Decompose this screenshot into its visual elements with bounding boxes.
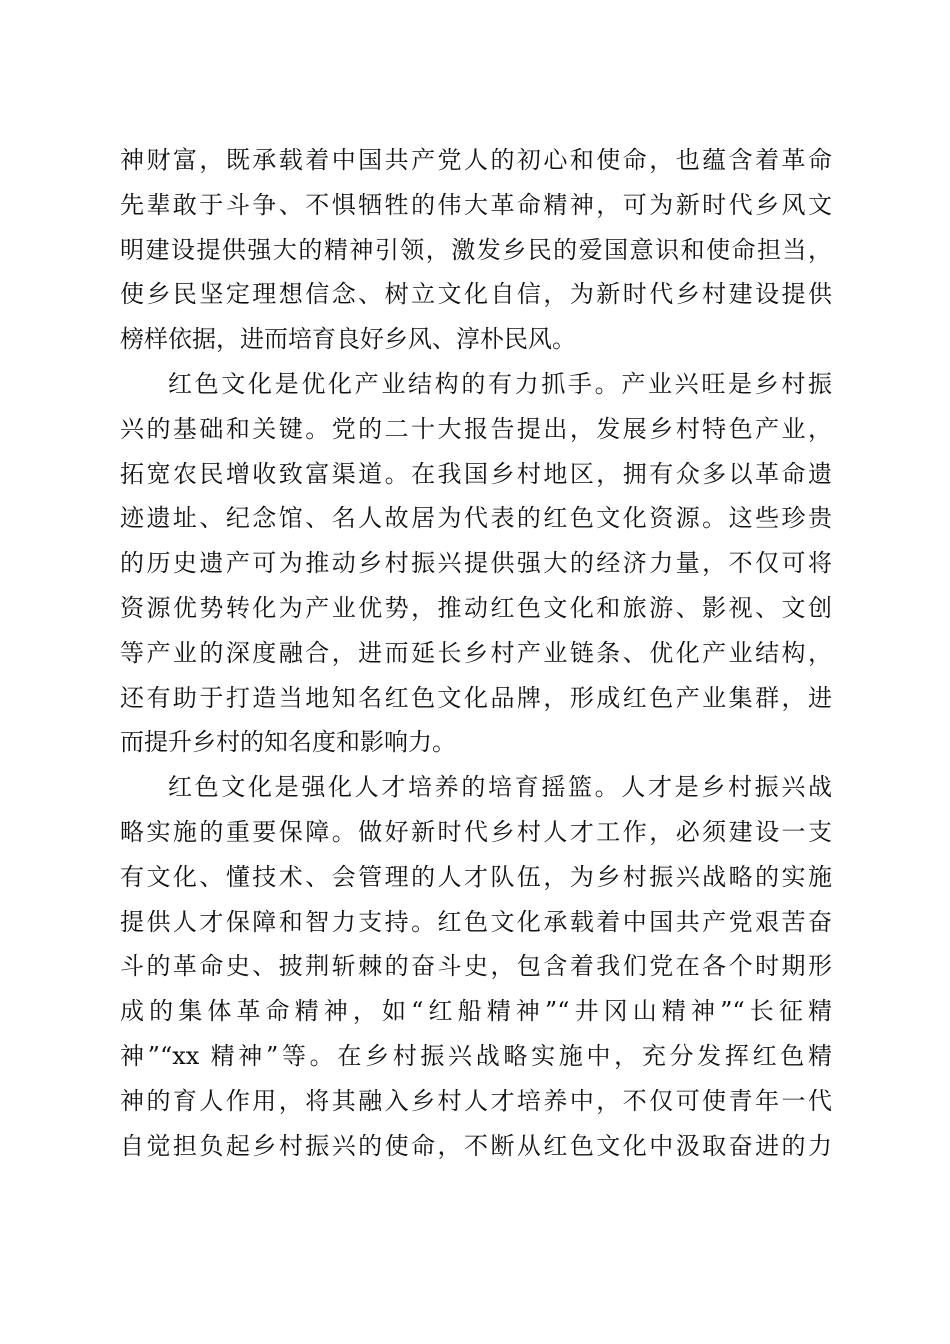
text-line: 兴的基础和关键。党的二十大报告提出，发展乡村特色产业，: [120, 414, 832, 443]
text-line: 略实施的重要保障。做好新时代乡村人才工作，必须建设一支: [120, 817, 832, 846]
text-line: 斗的革命史、披荆斩棘的奋斗史，包含着我们党在各个时期形: [120, 952, 832, 981]
paragraph-start-line: 红色文化是强化人才培养的培育摇篮。人才是乡村振兴战: [168, 773, 832, 802]
text-line: 还有助于打造当地知名红色文化品牌，形成红色产业集群，进: [120, 683, 832, 712]
text-line: 迹遗址、纪念馆、名人故居为代表的红色文化资源。这些珍贵: [120, 504, 832, 533]
text-line: 明建设提供强大的精神引领，激发乡民的爱国意识和使命担当，: [120, 235, 832, 264]
body-text: [120, 138, 832, 1168]
text-line: 神财富，既承载着中国共产党人的初心和使命，也蕴含着革命: [120, 146, 832, 174]
text-line: 自觉担负起乡村振兴的使命，不断从红色文化中汲取奋进的力: [120, 1131, 832, 1160]
text-line: 的历史遗产可为推动乡村振兴提供强大的经济力量，不仅可将: [120, 549, 832, 578]
text-line: 拓宽农民增收致富渠道。在我国乡村地区，拥有众多以革命遗: [120, 459, 832, 488]
text-line: 神的育人作用，将其融入乡村人才培养中，不仅可使青年一代: [120, 1086, 832, 1115]
text-line: 而提升乡村的知名度和影响力。: [120, 728, 456, 757]
text-line: 先辈敢于斗争、不惧牺牲的伟大革命精神，可为新时代乡风文: [120, 190, 832, 219]
text-line: 成的集体革命精神，如“红船精神”“井冈山精神”“长征精: [120, 997, 832, 1026]
text-line: 资源优势转化为产业优势，推动红色文化和旅游、影视、文创: [120, 593, 832, 622]
text-line: 神”“xx 精神”等。在乡村振兴战略实施中，充分发挥红色精: [120, 1041, 832, 1070]
paragraph-start-line: 红色文化是优化产业结构的有力抓手。产业兴旺是乡村振: [168, 369, 832, 398]
text-line: 提供人才保障和智力支持。红色文化承载着中国共产党艰苦奋: [120, 907, 832, 936]
text-line: 等产业的深度融合，进而延长乡村产业链条、优化产业结构，: [120, 638, 832, 667]
text-line: 榜样依据，进而培育良好乡风、淳朴民风。: [120, 325, 576, 354]
text-line: 有文化、懂技术、会管理的人才队伍，为乡村振兴战略的实施: [120, 862, 832, 891]
text-line: 使乡民坚定理想信念、树立文化自信，为新时代乡村建设提供: [120, 280, 832, 309]
